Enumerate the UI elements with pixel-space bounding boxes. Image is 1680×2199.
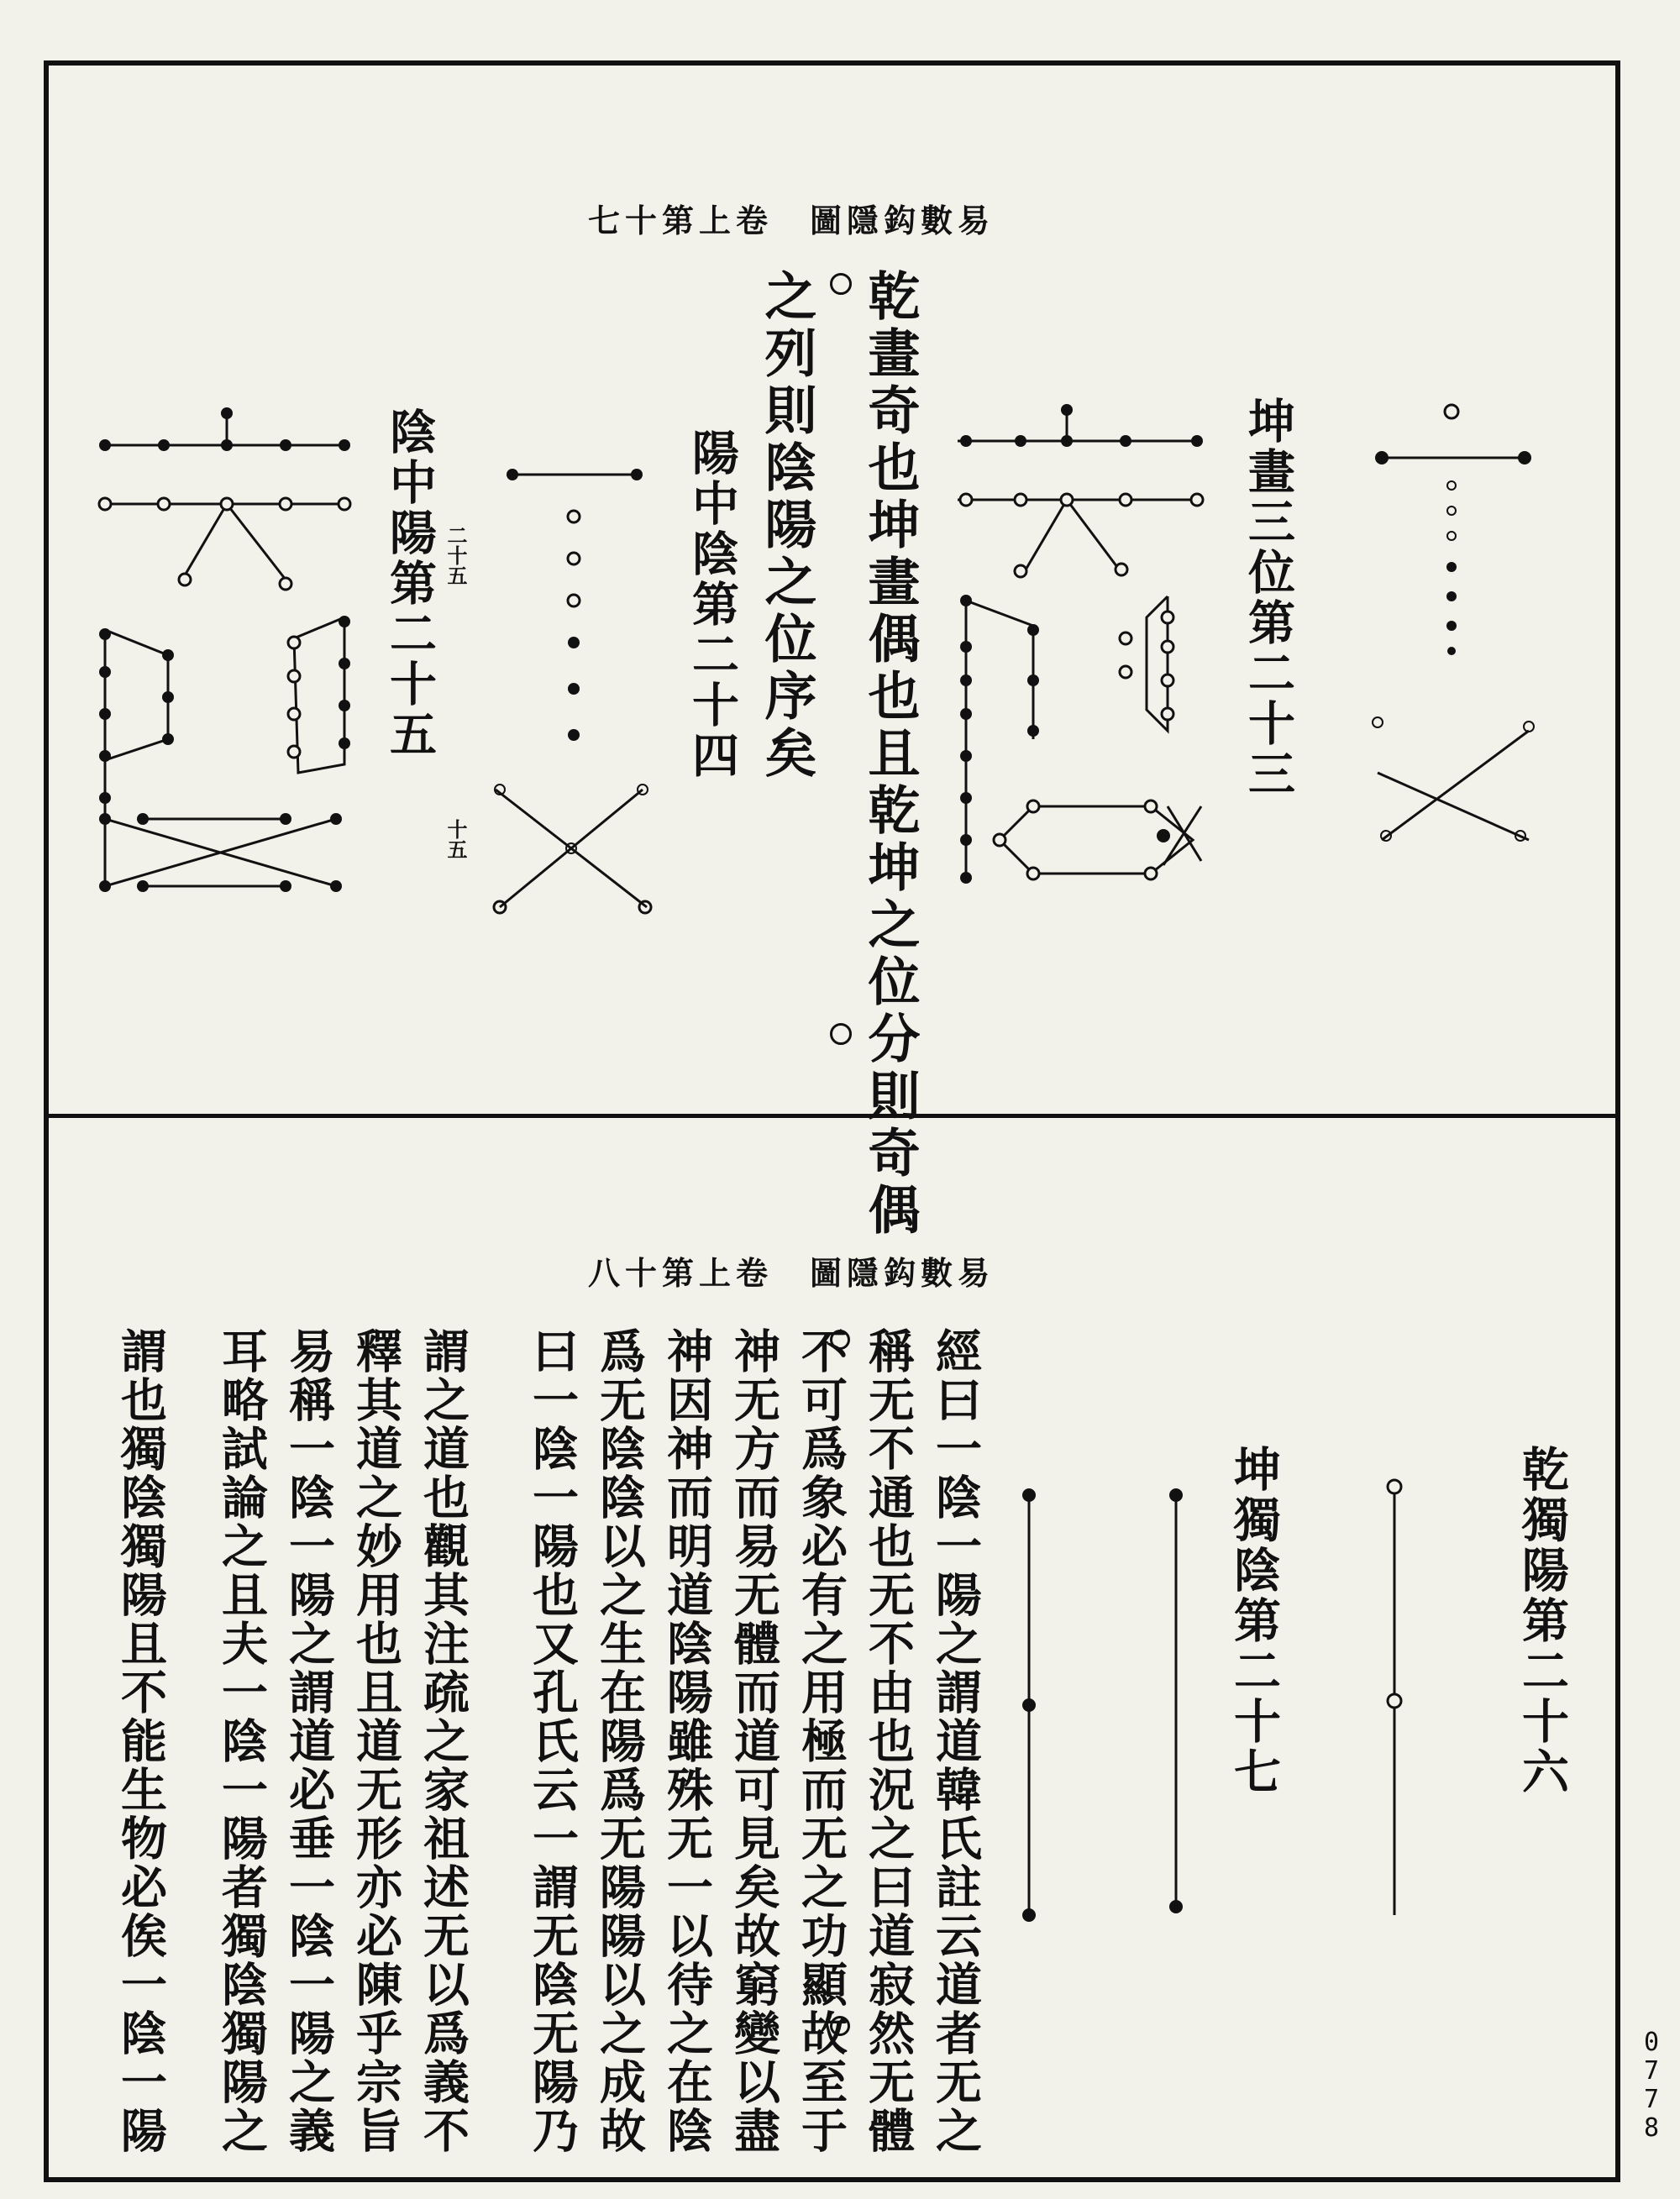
page-divider [44, 1114, 1620, 1118]
title-yin-in-yang: 陰中陽第二十五 [382, 407, 438, 760]
bottom-commentary-line-7: 曰一陰一陽也又孔氏云一謂无陰无陽乃 [525, 1327, 580, 2155]
small-note: 二十五 [444, 525, 468, 585]
bottom-commentary-line-12: 謂也獨陰獨陽且不能生物必俟一陰一陽 [113, 1327, 168, 2155]
bottom-commentary-line-4: 神无方而易无體而道可見矣故窮變以盡 [727, 1327, 781, 2155]
title-yang-in-yin: 陽中陰第二十四 [685, 428, 740, 781]
page-number-digit: 7 [1643, 2056, 1660, 2086]
bottom-commentary-line-9: 釋其道之妙用也且道无形亦必陳乎宗旨 [349, 1327, 403, 2155]
yang-in-yin-diagram [487, 454, 655, 924]
bottom-commentary-line-6: 爲无陰陰以之生在陽爲无陽陽以之成故 [592, 1327, 647, 2155]
kun-structure-diagram [949, 395, 1218, 899]
kun-three-diagram [1361, 386, 1546, 857]
top-commentary-line-1: 乾畫奇也坤畫偶也且乾坤之位分則奇偶 [859, 269, 921, 1240]
title-qian-alone: 乾獨陽第二十六 [1515, 1445, 1570, 1798]
top-commentary-line-2: 之列則陰陽之位序矣 [756, 269, 817, 783]
circle-mark [830, 2016, 850, 2036]
circle-mark [830, 1023, 852, 1045]
bottom-commentary-line-1: 經曰一陰一陽之謂道韓氏註云道者无之 [928, 1327, 983, 2155]
bottom-commentary-line-5: 神因神而明道陰陽雖殊无一以待之在陰 [659, 1327, 714, 2155]
top-header: 易數鈎隱圖 卷上第十七 [588, 202, 995, 239]
bottom-header: 易數鈎隱圖 卷上第十八 [588, 1254, 995, 1292]
yin-in-yang-diagram [92, 403, 353, 890]
bottom-commentary-line-10: 易稱一陰一陽之謂道必垂一陰一陽之義 [281, 1327, 336, 2155]
small-note: 十五 [444, 819, 468, 859]
bottom-commentary-line-3: 不可爲象必有之用極而无之功顯故至于 [794, 1327, 848, 2155]
page-number [1640, 2028, 1663, 2143]
qian-alone-diagram [1378, 1474, 1411, 1928]
bottom-commentary-line-2: 稱无不通也无不由也況之曰道寂然无體 [861, 1327, 916, 2155]
circle-mark [830, 273, 852, 295]
page-number-digit: 8 [1643, 2113, 1660, 2143]
bottom-commentary-line-8: 謂之道也觀其注疏之家祖述无以爲義不 [416, 1327, 470, 2155]
single-line-diagram [1012, 1483, 1046, 1928]
kun-alone-diagram [1159, 1483, 1193, 1919]
bottom-commentary-line-11: 耳略試論之且夫一陰一陽者獨陰獨陽之 [214, 1327, 269, 2155]
title-kun-three: 坤畫三位第二十三 [1241, 396, 1296, 800]
circle-mark [830, 1330, 850, 1350]
title-kun-alone: 坤獨陰第二十七 [1226, 1445, 1282, 1798]
page-number-digit: 7 [1643, 2085, 1660, 2114]
page-number-digit: 0 [1643, 2028, 1660, 2057]
